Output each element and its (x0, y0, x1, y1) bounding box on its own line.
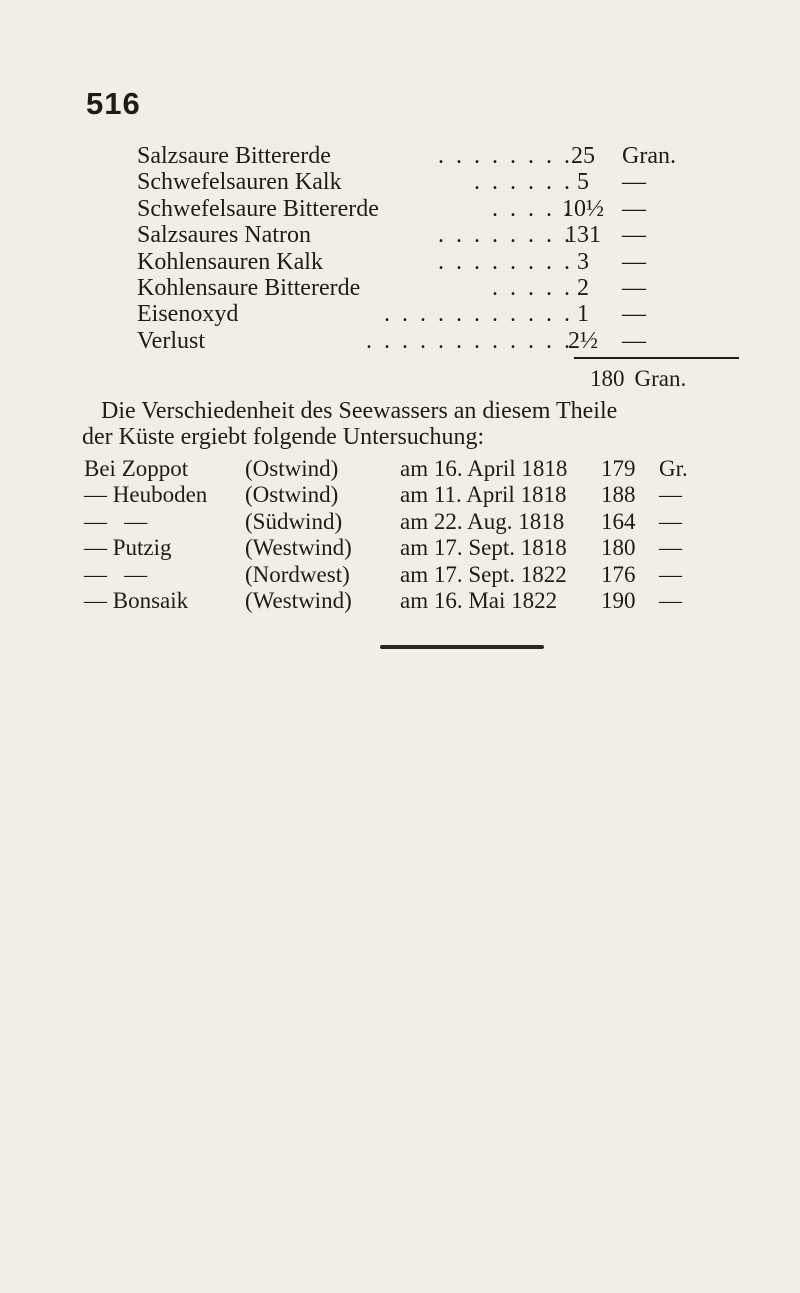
measurement-value: 176 (601, 561, 636, 587)
leader-dots: . . . . . (492, 274, 573, 301)
measurement-row (84, 562, 744, 588)
substance-unit: — (622, 327, 646, 354)
measurement-wind: (Ostwind) (245, 456, 339, 481)
composition-row (137, 249, 737, 275)
substance-unit: — (622, 222, 646, 249)
composition-row (137, 275, 737, 301)
measurement-wind: (Westwind) (245, 587, 352, 613)
measurement-value: 164 (601, 508, 636, 534)
measurement-unit: — (659, 587, 682, 613)
composition-row (137, 328, 737, 354)
substance-unit: — (622, 248, 646, 275)
substance-amount: 2½ (568, 327, 598, 354)
leader-dots: . . . . . . . . . . . . (366, 327, 573, 354)
substance-name: Schwefelsauren Kalk (137, 169, 342, 196)
composition-table (137, 143, 737, 354)
measurement-value: 179 (601, 456, 636, 481)
measurement-wind: (Nordwest) (245, 561, 350, 587)
substance-amount: 10½ (562, 195, 604, 222)
substance-amount: 2 (577, 274, 589, 301)
measurement-place: — — (84, 561, 148, 587)
measurement-place: — — (84, 508, 148, 534)
leader-dots: . . . . . . . . (438, 248, 573, 275)
measurement-row (84, 535, 744, 561)
substance-name: Schwefelsaure Bittererde (137, 195, 379, 222)
composition-row (137, 301, 737, 327)
substance-unit: — (622, 274, 646, 301)
measurement-row (84, 482, 744, 508)
substance-unit: — (622, 301, 646, 328)
composition-row (137, 222, 737, 248)
measurement-value: 190 (601, 587, 636, 613)
total-line (590, 366, 696, 392)
substance-unit: — (622, 169, 646, 196)
substance-amount: 131 (565, 222, 601, 249)
intro-paragraph (82, 398, 742, 450)
measurement-date: am 22. Aug. 1818 (400, 508, 565, 534)
measurement-date: am 17. Sept. 1822 (400, 561, 567, 587)
measurement-date: am 17. Sept. 1818 (400, 535, 567, 561)
measurement-date: am 11. April 1818 (400, 482, 567, 508)
measurement-unit: — (659, 561, 682, 587)
measurement-wind: (Westwind) (245, 535, 352, 561)
total-unit: Gran. (634, 366, 687, 391)
measurement-unit: — (659, 482, 682, 508)
substance-unit: — (622, 195, 646, 222)
substance-unit: Gran. (622, 143, 676, 169)
sum-rule (574, 357, 739, 359)
substance-name: Salzsaure Bittererde (137, 143, 331, 169)
leader-dots: . . . . . . (474, 169, 573, 196)
measurement-place: — Heuboden (84, 482, 208, 508)
composition-row (137, 143, 737, 169)
leader-dots: . . . . . . . . (438, 222, 573, 249)
substance-name: Kohlensaure Bittererde (137, 274, 361, 301)
substance-name: Verlust (137, 327, 205, 354)
substance-amount: 25 (571, 143, 595, 169)
measurement-wind: (Ostwind) (245, 482, 339, 508)
measurement-unit: — (659, 508, 682, 534)
measurement-row (84, 456, 744, 482)
measurement-value: 188 (601, 482, 636, 508)
measurement-value: 180 (601, 535, 636, 561)
substance-name: Eisenoxyd (137, 301, 239, 328)
intro-line: Die Verschiedenheit des Seewassers an diesem Theile (101, 398, 618, 424)
measurement-place: — Bonsaik (84, 587, 189, 613)
leader-dots: . . . . . (492, 195, 573, 222)
substance-name: Kohlensauren Kalk (137, 248, 323, 275)
leader-dots: . . . . . . . . . . . (384, 301, 573, 328)
measurement-row (84, 509, 744, 535)
leader-dots: . . . . . . . . (438, 143, 573, 169)
measurement-wind: (Südwind) (245, 508, 343, 534)
substance-amount: 1 (577, 301, 589, 328)
substance-amount: 3 (577, 248, 589, 275)
composition-row (137, 169, 737, 195)
measurement-unit: — (659, 535, 682, 561)
measurement-date: am 16. Mai 1822 (400, 587, 558, 613)
total-amount: 180 (590, 366, 625, 391)
measurement-unit: Gr. (659, 456, 688, 481)
decorative-rule (380, 645, 544, 649)
measurement-place: — Putzig (84, 535, 172, 561)
measurement-place: Bei Zoppot (84, 456, 189, 481)
page-number: 516 (86, 86, 141, 121)
composition-row (137, 196, 737, 222)
substance-name: Salzsaures Natron (137, 222, 311, 249)
measurement-date: am 16. April 1818 (400, 456, 568, 481)
measurement-table (84, 456, 744, 614)
intro-line: der Küste ergiebt folgende Untersuchung: (82, 424, 485, 450)
measurement-row (84, 588, 744, 614)
substance-amount: 5 (577, 169, 589, 196)
